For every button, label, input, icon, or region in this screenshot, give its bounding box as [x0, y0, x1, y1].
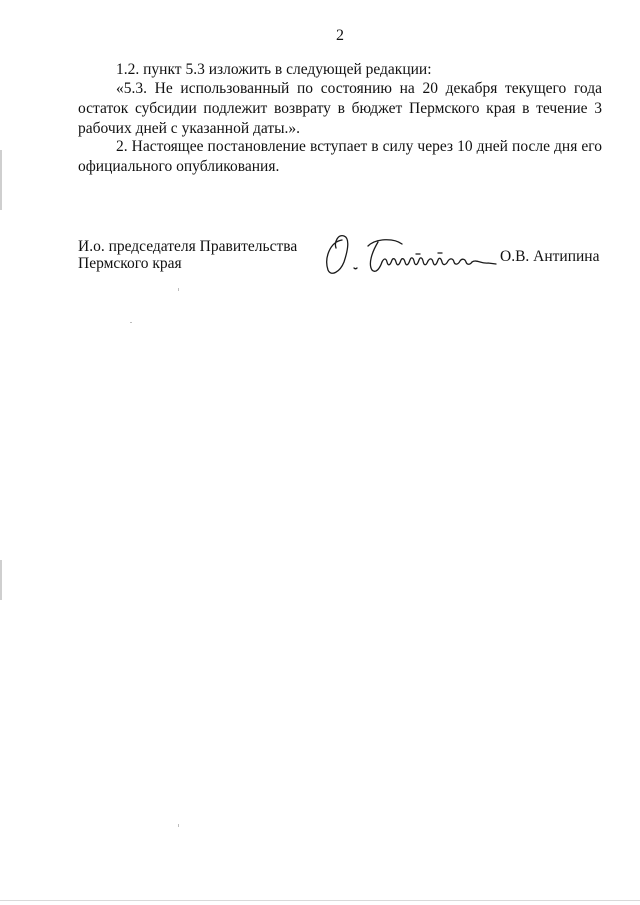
scan-speck [178, 288, 179, 291]
handwritten-signature [320, 228, 505, 278]
scan-edge-mark [0, 560, 2, 600]
scan-edge-mark [0, 150, 2, 210]
paragraph-effective-date: 2. Настоящее постановление вступает в силу через 10 дней после дня его официального опубликования. [78, 138, 602, 175]
signatory-name: О.В. Антипина [500, 248, 600, 265]
paragraph-clause-5-3: «5.3. Не использованный по состоянию на 20 декабря текущего года остаток субсидии подлежит возврату в бюджет Пермского края в течение 3 рабочих дней с указанной даты.». [78, 80, 602, 137]
scan-speck [178, 824, 179, 827]
signatory-position-line-2: Пермского края [78, 255, 182, 272]
paragraph-amendment-intro: 1.2. пункт 5.3 изложить в следующей редакции: [116, 61, 432, 78]
scan-bottom-edge [0, 900, 640, 901]
signatory-position-line-1: И.о. председателя Правительства [78, 238, 298, 255]
scan-speck [130, 322, 132, 323]
page-number: 2 [336, 27, 344, 44]
signatory-position [78, 238, 297, 272]
